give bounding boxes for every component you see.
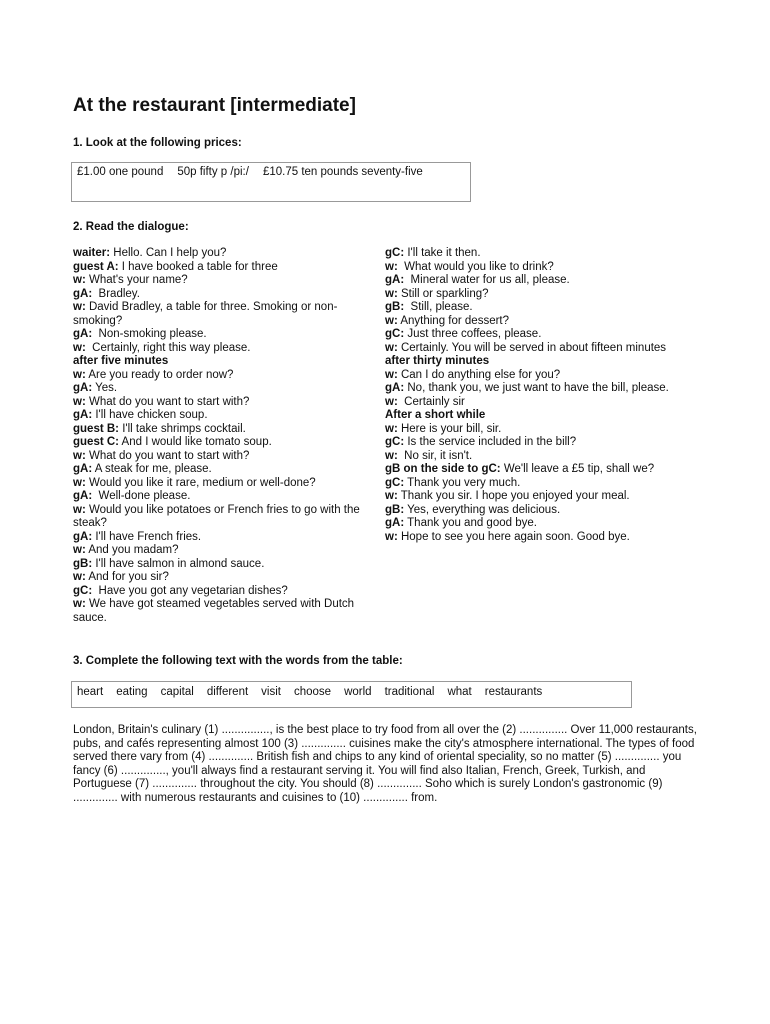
dialogue-line	[385, 490, 700, 504]
speaker-label: w:	[73, 476, 86, 489]
dialogue-line	[385, 409, 700, 423]
speaker-label: gB on the side to gC:	[385, 463, 501, 475]
utterance-text: Thank you and good bye.	[404, 517, 537, 529]
utterance-text: Hope to see you here again soon. Good bye.	[397, 530, 630, 543]
utterance-text: No, thank you, we just want to have the bill, please.	[404, 382, 669, 394]
dialogue-line	[73, 355, 381, 369]
section1-heading: 1. Look at the following prices:	[73, 137, 242, 149]
utterance-text: Thank you very much.	[404, 476, 521, 489]
speaker-label: gB:	[385, 301, 405, 313]
dialogue-line	[385, 274, 700, 288]
speaker-label: w:	[385, 314, 398, 327]
utterance-text: Yes.	[92, 382, 118, 394]
speaker-label: w:	[73, 274, 86, 286]
utterance-text: Certainly. You will be served in about fifteen minutes	[397, 341, 667, 354]
utterance-text: Anything for dessert?	[397, 314, 510, 327]
dialogue-line	[385, 531, 700, 545]
dialogue-right-column	[385, 247, 700, 544]
word-option: different	[206, 686, 249, 698]
dialogue-line	[385, 450, 700, 464]
dialogue-line	[73, 328, 381, 342]
speaker-label: w:	[385, 260, 398, 273]
dialogue-line	[73, 396, 381, 410]
dialogue-line	[385, 396, 700, 410]
utterance-text: I have booked a table for three	[118, 260, 278, 273]
utterance-text: Just three coffees, please.	[404, 328, 542, 340]
dialogue-line	[385, 328, 700, 342]
word-table	[71, 681, 632, 708]
dialogue-line	[73, 585, 381, 599]
dialogue-line	[385, 517, 700, 531]
speaker-label: w:	[385, 341, 398, 354]
speaker-label: w:	[73, 368, 86, 381]
speaker-label: gC:	[73, 584, 93, 597]
utterance-text: A steak for me, please.	[92, 463, 212, 475]
utterance-text: Here is your bill, sir.	[397, 422, 502, 435]
speaker-label: gC:	[385, 328, 405, 340]
utterance-text: Yes, everything was delicious.	[404, 503, 561, 516]
dialogue-line	[385, 247, 700, 261]
utterance-text: And for you sir?	[85, 571, 169, 583]
utterance-text: Have you got any vegetarian dishes?	[92, 584, 288, 597]
word-option: restaurants	[484, 686, 543, 698]
speaker-label: gA:	[73, 328, 93, 340]
dialogue-line	[385, 369, 700, 383]
speaker-label: w:	[73, 503, 86, 516]
speaker-label: gB:	[73, 557, 93, 570]
dialogue-line	[73, 544, 381, 558]
utterance-text: Well-done please.	[92, 490, 191, 502]
word-option: world	[344, 686, 372, 698]
dialogue-line	[385, 261, 700, 275]
utterance-text: And I would like tomato soup.	[119, 436, 272, 448]
utterance-text: David Bradley, a table for three. Smoking or non-smoking?	[73, 301, 338, 327]
speaker-label: w:	[73, 571, 86, 583]
speaker-label: gA:	[73, 409, 93, 421]
utterance-text: Mineral water for us all, please.	[404, 274, 570, 286]
dialogue-line	[73, 247, 381, 261]
speaker-label: w:	[385, 530, 398, 543]
speaker-label: gC:	[385, 476, 405, 489]
speaker-label: gA:	[73, 530, 93, 543]
price-item: £1.00 one pound	[77, 166, 164, 178]
word-option: what	[447, 686, 472, 698]
speaker-label: w:	[385, 368, 398, 381]
utterance-text: Hello. Can I help you?	[110, 247, 227, 259]
price-item: 50p fifty p /pi:/	[177, 166, 249, 178]
speaker-label: gB:	[385, 503, 405, 516]
speaker-label: After a short while	[385, 409, 486, 421]
speaker-label: w:	[73, 301, 86, 313]
utterance-text: I'll take shrimps cocktail.	[119, 422, 246, 435]
dialogue-line	[73, 342, 381, 356]
dialogue-line	[73, 301, 381, 328]
dialogue-line	[73, 463, 381, 477]
dialogue-line	[385, 477, 700, 491]
prices-box	[71, 162, 471, 202]
dialogue-line	[385, 436, 700, 450]
speaker-label: w:	[73, 395, 86, 408]
dialogue-line	[73, 490, 381, 504]
utterance-text: Non-smoking please.	[92, 328, 207, 340]
utterance-text: What would you like to drink?	[397, 260, 554, 273]
dialogue-line	[73, 450, 381, 464]
dialogue-line	[385, 423, 700, 437]
dialogue-line	[385, 315, 700, 329]
utterance-text: Would you like it rare, medium or well-done?	[85, 476, 316, 489]
utterance-text: Thank you sir. I hope you enjoyed your meal.	[397, 490, 630, 502]
speaker-label: w:	[385, 490, 398, 502]
dialogue-line	[73, 571, 381, 585]
utterance-text: Certainly sir	[397, 395, 465, 408]
speaker-label: gA:	[385, 274, 405, 286]
utterance-text: I'll take it then.	[404, 247, 481, 259]
speaker-label: w:	[73, 341, 86, 354]
word-option: eating	[116, 686, 148, 698]
dialogue-line	[73, 274, 381, 288]
speaker-label: gA:	[73, 382, 93, 394]
utterance-text: Still, please.	[404, 301, 473, 313]
speaker-label: w:	[385, 422, 398, 435]
speaker-label: gA:	[73, 287, 93, 300]
utterance-text: Are you ready to order now?	[85, 368, 234, 381]
speaker-label: gC:	[385, 247, 405, 259]
word-option: heart	[77, 686, 104, 698]
page-title: At the restaurant [intermediate]	[73, 95, 356, 116]
dialogue-line	[73, 598, 381, 625]
speaker-label: after thirty minutes	[385, 355, 490, 367]
word-option: choose	[293, 686, 332, 698]
dialogue-line	[73, 504, 381, 531]
section2-heading: 2. Read the dialogue:	[73, 221, 189, 233]
utterance-text: We'll leave a £5 tip, shall we?	[500, 463, 655, 475]
dialogue-line	[73, 531, 381, 545]
utterance-text: I'll have French fries.	[92, 530, 202, 543]
dialogue-line	[385, 301, 700, 315]
dialogue-line	[385, 504, 700, 518]
utterance-text: Can I do anything else for you?	[397, 368, 561, 381]
utterance-text: What's your name?	[85, 274, 188, 286]
dialogue-line	[73, 261, 381, 275]
utterance-text: What do you want to start with?	[85, 395, 250, 408]
dialogue-line	[73, 288, 381, 302]
word-option: capital	[160, 686, 194, 698]
speaker-label: w:	[73, 598, 86, 610]
speaker-label: guest A:	[73, 260, 119, 273]
cloze-paragraph: London, Britain's culinary (1) ..............., is the best place to try food from all over the (2) ............... Over 11,000 restaurants, pubs, and cafés representing almost 100 (3) .............. cuisines make the city's atmosphere international. The types of food served there vary from (4) .............. British fish and chips to any kind of oriental speciality, so no matter (5) .............. you fancy (6) .............., you'll always find a restaurant serving it. You will find also Italian, French, Greek, Turkish, and Portuguese (7) .............. throughout the city. You should (8) .............. Soho which is surely London's gastronomic (9) .............. with numerous restaurants and cuisines to (10) .............. from.	[73, 724, 697, 804]
dialogue-line	[73, 558, 381, 572]
dialogue-left-column	[73, 247, 381, 625]
speaker-label: w:	[385, 449, 398, 462]
utterance-text: I'll have salmon in almond sauce.	[92, 557, 265, 570]
dialogue-line	[73, 369, 381, 383]
dialogue-line	[73, 477, 381, 491]
utterance-text: Is the service included in the bill?	[404, 436, 577, 448]
dialogue-line	[385, 288, 700, 302]
dialogue-line	[385, 382, 700, 396]
speaker-label: gA:	[385, 517, 405, 529]
utterance-text: Bradley.	[92, 287, 140, 300]
utterance-text: We have got steamed vegetables served with Dutch sauce.	[73, 598, 358, 624]
speaker-label: gA:	[73, 490, 93, 502]
speaker-label: gA:	[73, 463, 93, 475]
speaker-label: gA:	[385, 382, 405, 394]
utterance-text: What do you want to start with?	[85, 449, 250, 462]
word-option: traditional	[384, 686, 435, 698]
speaker-label: waiter:	[73, 247, 111, 259]
speaker-label: gC:	[385, 436, 405, 448]
speaker-label: w:	[73, 544, 86, 556]
dialogue-line	[385, 342, 700, 356]
section3-heading: 3. Complete the following text with the words from the table:	[73, 655, 403, 667]
dialogue-line	[73, 436, 381, 450]
speaker-label: w:	[385, 287, 398, 300]
word-option: visit	[261, 686, 281, 698]
dialogue-line	[73, 409, 381, 423]
dialogue-line	[385, 355, 700, 369]
utterance-text: And you madam?	[85, 544, 179, 556]
utterance-text: Still or sparkling?	[397, 287, 489, 300]
utterance-text: I'll have chicken soup.	[92, 409, 208, 421]
speaker-label: after five minutes	[73, 355, 169, 367]
price-item: £10.75 ten pounds seventy-five	[262, 166, 423, 178]
dialogue-line	[73, 382, 381, 396]
speaker-label: w:	[385, 395, 398, 408]
speaker-label: w:	[73, 449, 86, 462]
utterance-text: Certainly, right this way please.	[85, 341, 251, 354]
utterance-text: No sir, it isn't.	[397, 449, 473, 462]
dialogue-line	[385, 463, 700, 477]
utterance-text: Would you like potatoes or French fries to go with the steak?	[73, 503, 363, 529]
speaker-label: guest B:	[73, 422, 119, 435]
speaker-label: guest C:	[73, 436, 119, 448]
dialogue-line	[73, 423, 381, 437]
